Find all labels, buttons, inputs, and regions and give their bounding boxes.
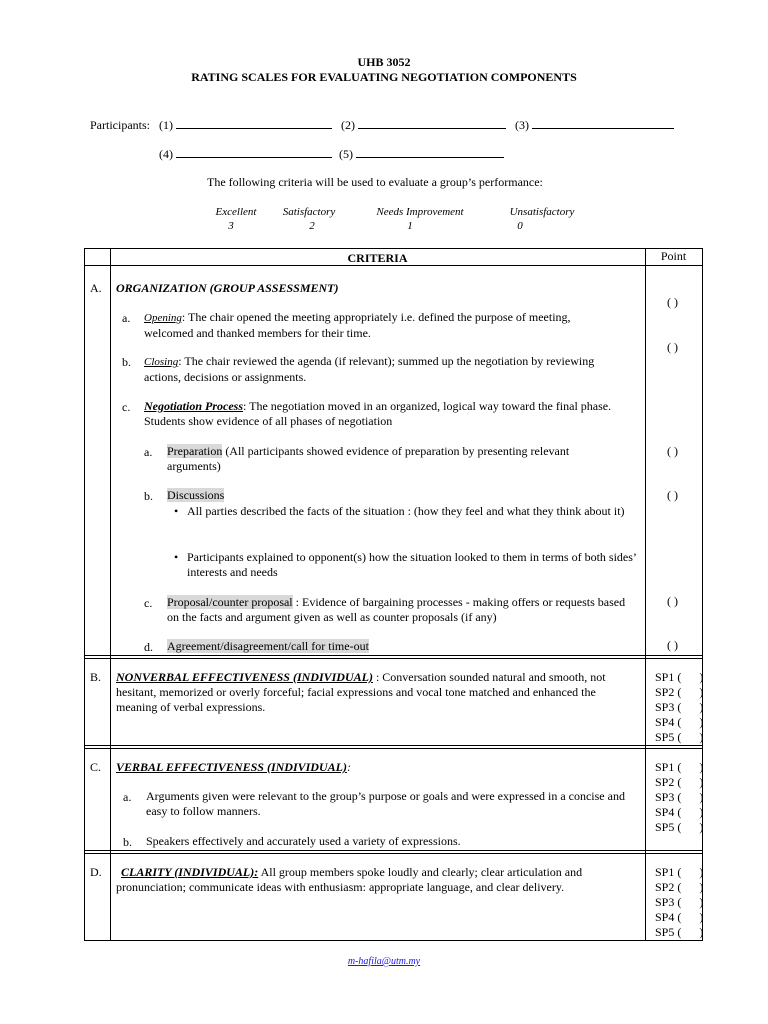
row-divider-c-d-double: [84, 853, 703, 854]
sub-c-marker: c.: [144, 596, 153, 610]
table-border-right: [702, 248, 703, 941]
b-sp1[interactable]: SP1 ( ): [655, 670, 704, 684]
opening-text: The chair opened the meeting appropriately i.e. defined the purpose of meeting, welcomed and thanked members for their time.: [144, 310, 571, 340]
scale-satisfactory-label: Satisfactory: [282, 206, 336, 218]
b-sp2[interactable]: SP2 ( ): [655, 685, 704, 699]
b-sp5[interactable]: SP5 ( ): [655, 730, 704, 744]
d-sp3[interactable]: SP3 ( ): [655, 895, 704, 909]
participant-4-field[interactable]: [176, 146, 332, 158]
scale-satisfactory-value: 2: [309, 220, 315, 232]
table-letter-column-divider: [110, 248, 111, 941]
footer-email-row: [0, 953, 768, 968]
point-discussions[interactable]: ( ): [667, 488, 678, 502]
a-item-b-marker: b.: [122, 355, 131, 369]
section-d-title: CLARITY (INDIVIDUAL):: [121, 865, 259, 879]
c-sp4[interactable]: SP4 ( ): [655, 805, 704, 819]
scale-excellent-label: Excellent: [215, 206, 257, 218]
a-item-a-marker: a.: [122, 311, 131, 325]
participant-5-field[interactable]: [356, 146, 504, 158]
d-sp2[interactable]: SP2 ( ): [655, 880, 704, 894]
section-c-title: VERBAL EFFECTIVENESS (INDIVIDUAL): [116, 760, 347, 774]
sub-d-marker: d.: [144, 640, 153, 654]
closing-term: Closing: [144, 356, 179, 368]
participant-2-field[interactable]: [358, 117, 506, 129]
b-sp3[interactable]: SP3 ( ): [655, 700, 704, 714]
d-sp4[interactable]: SP4 ( ): [655, 910, 704, 924]
opening-sep: :: [181, 310, 186, 324]
row-divider-c-d: [84, 850, 703, 851]
negotiation-process-term: Negotiation Process: [144, 399, 243, 413]
table-border-top: [84, 248, 703, 249]
a-item-opening: [144, 310, 614, 341]
sub-b-marker: b.: [144, 489, 153, 503]
a-item-c-marker: c.: [122, 400, 131, 414]
point-closing[interactable]: ( ): [667, 340, 678, 354]
preparation-text: (All participants showed evidence of preparation by presenting relevant arguments): [167, 444, 570, 473]
section-b-content: [116, 670, 638, 715]
c-item-b-text: Speakers effectively and accurately used a variety of expressions.: [146, 834, 461, 848]
discussion-bullet-1: All parties described the facts of the situation : (how they feel and what they think about it): [187, 504, 625, 518]
proposal-term: Proposal/counter proposal: [167, 595, 293, 609]
participants-label: Participants:: [90, 118, 150, 132]
preparation-term: Preparation: [167, 444, 223, 458]
course-code: UHB 3052: [357, 55, 411, 69]
scale-unsatisfactory-value: 0: [517, 220, 523, 232]
participant-slot-2: (2): [341, 118, 355, 132]
section-b-letter: B.: [90, 670, 102, 684]
section-d-text: All group members spoke loudly and clearly; clear articulation and pronunciation; communicate ideas with enthusiasm: appropriate language, and clear delivery.: [116, 865, 583, 894]
row-divider-a-b-double: [84, 658, 703, 659]
section-c-letter: C.: [90, 760, 102, 774]
page-title: RATING SCALES FOR EVALUATING NEGOTIATION COMPONENTS: [191, 70, 577, 84]
agreement-term: Agreement/disagreement/call for time-out: [167, 639, 369, 653]
row-divider-a-b: [84, 655, 703, 656]
a-item-negotiation-process: [144, 399, 644, 429]
footer-email-link[interactable]: m-hafila@utm.my: [347, 956, 421, 967]
sub-item-discussions: [167, 488, 224, 503]
intro-text: The following criteria will be used to evaluate a group’s performance:: [207, 175, 543, 189]
d-sp1[interactable]: SP1 ( ): [655, 865, 704, 879]
closing-sep: :: [178, 354, 182, 368]
c-sp2[interactable]: SP2 ( ): [655, 775, 704, 789]
bullet-icon: •: [174, 550, 179, 564]
section-c-heading: [116, 760, 351, 775]
section-b-title: NONVERBAL EFFECTIVENESS (INDIVIDUAL): [116, 670, 373, 684]
c-item-a-marker: a.: [123, 790, 132, 804]
point-opening[interactable]: ( ): [667, 295, 678, 309]
scale-excellent-value: 3: [228, 220, 234, 232]
c-sp1[interactable]: SP1 ( ): [655, 760, 704, 774]
a-item-closing: [144, 354, 624, 385]
table-border-left: [84, 248, 85, 941]
d-sp5[interactable]: SP5 ( ): [655, 925, 704, 939]
point-agreement[interactable]: ( ): [667, 638, 678, 652]
c-sp3[interactable]: SP3 ( ): [655, 790, 704, 804]
participant-1-field[interactable]: [176, 117, 332, 129]
section-b-text: : Conversation sounded natural and smooth, not hesitant, memorized or overly forceful; facial expressions and vocal tone matched and enhanced the meaning of verbal expressions.: [116, 670, 606, 714]
section-a-title: ORGANIZATION (GROUP ASSESSMENT): [116, 281, 339, 295]
opening-term: Opening: [144, 312, 182, 324]
row-divider-b-c: [84, 745, 703, 746]
bullet-icon: •: [174, 504, 179, 518]
participants-row-1: [90, 117, 674, 133]
participant-3-field[interactable]: [532, 117, 674, 129]
point-proposal[interactable]: ( ): [667, 594, 678, 608]
sub-item-agreement: [167, 639, 369, 654]
negotiation-process-text: The negotiation moved in an organized, logical way toward the final phase. Students show evidence of all phases of negotiation: [144, 399, 612, 428]
scale-unsatisfactory-label: Unsatisfactory: [509, 206, 575, 218]
table-point-column-divider: [645, 248, 646, 941]
section-a-letter: A.: [90, 281, 102, 295]
participant-slot-3: (3): [515, 118, 529, 132]
point-header: Point: [660, 249, 687, 263]
closing-text: The chair reviewed the agenda (if relevant); summed up the negotiation by reviewing actions, decisions or assignments.: [144, 354, 595, 384]
table-border-bottom: [84, 940, 703, 941]
section-d-letter: D.: [90, 865, 102, 879]
participant-slot-4: (4): [159, 147, 173, 161]
criteria-header: CRITERIA: [347, 251, 408, 265]
c-sp5[interactable]: SP5 ( ): [655, 820, 704, 834]
participant-slot-1: (1): [159, 118, 173, 132]
scale-needs-improvement-value: 1: [407, 220, 413, 232]
participants-row-2: [159, 146, 504, 162]
sub-a-marker: a.: [144, 445, 153, 459]
c-item-b-marker: b.: [123, 835, 132, 849]
point-preparation[interactable]: ( ): [667, 444, 678, 458]
row-divider-b-c-double: [84, 748, 703, 749]
negotiation-process-sep: :: [243, 399, 247, 413]
discussion-bullet-2: Participants explained to opponent(s) how the situation looked to them in terms of both sides’ interests and needs: [187, 550, 637, 579]
sub-item-proposal: [167, 595, 637, 625]
b-sp4[interactable]: SP4 ( ): [655, 715, 704, 729]
discussions-term: Discussions: [167, 488, 225, 502]
sub-item-preparation: [167, 444, 617, 474]
participant-slot-5: (5): [339, 147, 353, 161]
section-c-title-suffix: :: [346, 760, 351, 774]
scale-needs-improvement-label: Needs Improvement: [376, 206, 464, 218]
proposal-text: : Evidence of bargaining processes - making offers or requests based on the facts and argument given as well as counter proposals (if any): [167, 595, 626, 624]
c-item-a-text: Arguments given were relevant to the group’s purpose or goals and were expressed in a concise and easy to follow manners.: [146, 789, 625, 818]
section-d-content: [116, 865, 616, 895]
